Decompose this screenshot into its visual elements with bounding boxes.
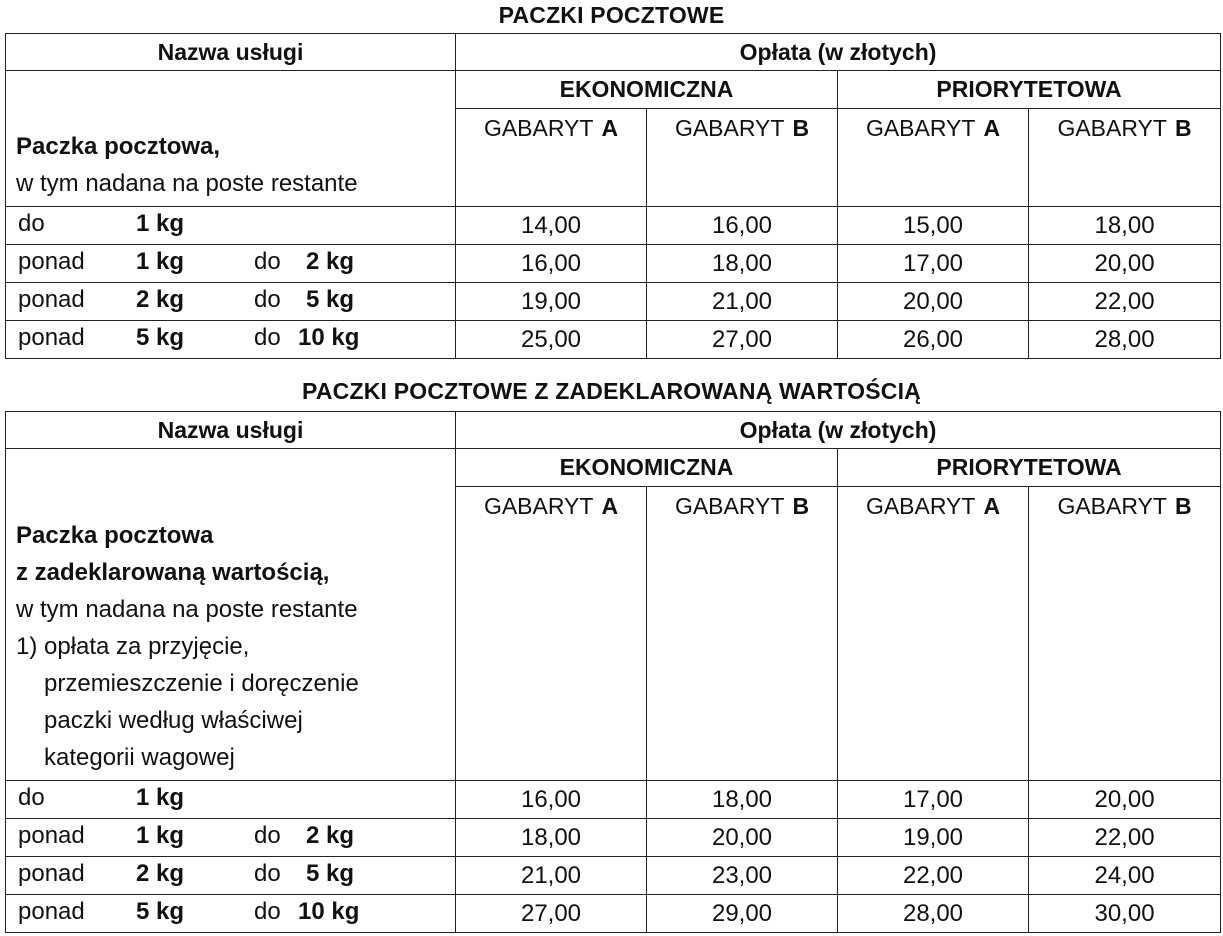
price-prio-b: 22,00 xyxy=(1029,283,1221,321)
weight-range: ponad 1 kg do 2 kg xyxy=(6,819,456,857)
header-priority: PRIORYTETOWA xyxy=(838,71,1221,109)
service-title-line2: z zadeklarowaną wartością, xyxy=(16,559,330,586)
weight-range: do 1 kg xyxy=(6,781,456,819)
header-service-name: Nazwa usługi xyxy=(6,412,456,449)
price-prio-a: 26,00 xyxy=(838,321,1029,359)
price-prio-b: 24,00 xyxy=(1029,857,1221,895)
price-eco-a: 18,00 xyxy=(456,819,647,857)
weight-range: ponad 5 kg do 10 kg xyxy=(6,321,456,359)
price-eco-a: 16,00 xyxy=(456,245,647,283)
header-prio-gabaryt-a: GABARYT A xyxy=(838,109,1029,207)
price-eco-b: 18,00 xyxy=(647,781,838,819)
service-description xyxy=(6,71,456,207)
price-eco-b: 16,00 xyxy=(647,207,838,245)
header-prio-gabaryt-b: GABARYT B xyxy=(1029,109,1221,207)
table-row xyxy=(6,819,1221,857)
price-prio-b: 20,00 xyxy=(1029,781,1221,819)
header-service-name: Nazwa usługi xyxy=(6,34,456,71)
price-prio-a: 19,00 xyxy=(838,819,1029,857)
declared-value-parcels-price-table xyxy=(5,411,1221,933)
header-eco-gabaryt-a: GABARYT A xyxy=(456,109,647,207)
weight-range: ponad 2 kg do 5 kg xyxy=(6,283,456,321)
weight-range: ponad 2 kg do 5 kg xyxy=(6,857,456,895)
table-row xyxy=(6,321,1221,359)
table-row xyxy=(6,283,1221,321)
weight-range: do 1 kg xyxy=(6,207,456,245)
price-prio-b: 28,00 xyxy=(1029,321,1221,359)
service-subtitle: w tym nadana na poste restante xyxy=(16,170,358,197)
header-economic: EKONOMICZNA xyxy=(456,449,838,487)
price-eco-b: 21,00 xyxy=(647,283,838,321)
service-subtitle: w tym nadana na poste restante xyxy=(16,596,358,623)
list-line: paczki według właściwej xyxy=(44,707,303,734)
table-row xyxy=(6,245,1221,283)
weight-range: ponad 5 kg do 10 kg xyxy=(6,895,456,933)
table-row xyxy=(6,895,1221,933)
price-prio-a: 17,00 xyxy=(838,781,1029,819)
price-eco-a: 14,00 xyxy=(456,207,647,245)
price-prio-b: 18,00 xyxy=(1029,207,1221,245)
section-title-parcels: PACZKI POCZTOWE xyxy=(498,2,725,28)
list-number: 1) xyxy=(16,633,38,660)
price-eco-b: 23,00 xyxy=(647,857,838,895)
price-eco-a: 27,00 xyxy=(456,895,647,933)
price-eco-a: 16,00 xyxy=(456,781,647,819)
header-eco-gabaryt-b: GABARYT B xyxy=(647,487,838,781)
header-fee: Opłata (w złotych) xyxy=(456,412,1221,449)
header-priority: PRIORYTETOWA xyxy=(838,449,1221,487)
header-economic: EKONOMICZNA xyxy=(456,71,838,109)
price-prio-b: 30,00 xyxy=(1029,895,1221,933)
price-eco-b: 20,00 xyxy=(647,819,838,857)
price-prio-a: 20,00 xyxy=(838,283,1029,321)
list-line: przemieszczenie i doręczenie xyxy=(44,670,359,697)
price-prio-b: 22,00 xyxy=(1029,819,1221,857)
price-prio-a: 28,00 xyxy=(838,895,1029,933)
header-prio-gabaryt-b: GABARYT B xyxy=(1029,487,1221,781)
service-title: Paczka pocztowa, xyxy=(16,133,221,160)
service-list-item xyxy=(16,628,455,776)
header-prio-gabaryt-a: GABARYT A xyxy=(838,487,1029,781)
price-eco-a: 19,00 xyxy=(456,283,647,321)
price-eco-a: 21,00 xyxy=(456,857,647,895)
header-eco-gabaryt-a: GABARYT A xyxy=(456,487,647,781)
price-eco-a: 25,00 xyxy=(456,321,647,359)
list-line: kategorii wagowej xyxy=(44,744,235,771)
price-eco-b: 29,00 xyxy=(647,895,838,933)
table-row xyxy=(6,207,1221,245)
header-eco-gabaryt-b: GABARYT B xyxy=(647,109,838,207)
weight-range: ponad 1 kg do 2 kg xyxy=(6,245,456,283)
price-prio-b: 20,00 xyxy=(1029,245,1221,283)
service-description xyxy=(6,449,456,781)
price-eco-b: 18,00 xyxy=(647,245,838,283)
price-eco-b: 27,00 xyxy=(647,321,838,359)
parcels-price-table xyxy=(5,33,1221,359)
list-line: opłata za przyjęcie, xyxy=(44,633,250,660)
table-row xyxy=(6,857,1221,895)
price-prio-a: 15,00 xyxy=(838,207,1029,245)
header-fee: Opłata (w złotych) xyxy=(456,34,1221,71)
section-title-declared-value-parcels: PACZKI POCZTOWE Z ZADEKLAROWANĄ WARTOŚCIĄ xyxy=(302,378,921,404)
service-title: Paczka pocztowa xyxy=(16,522,214,549)
table-row xyxy=(6,781,1221,819)
price-prio-a: 22,00 xyxy=(838,857,1029,895)
price-prio-a: 17,00 xyxy=(838,245,1029,283)
